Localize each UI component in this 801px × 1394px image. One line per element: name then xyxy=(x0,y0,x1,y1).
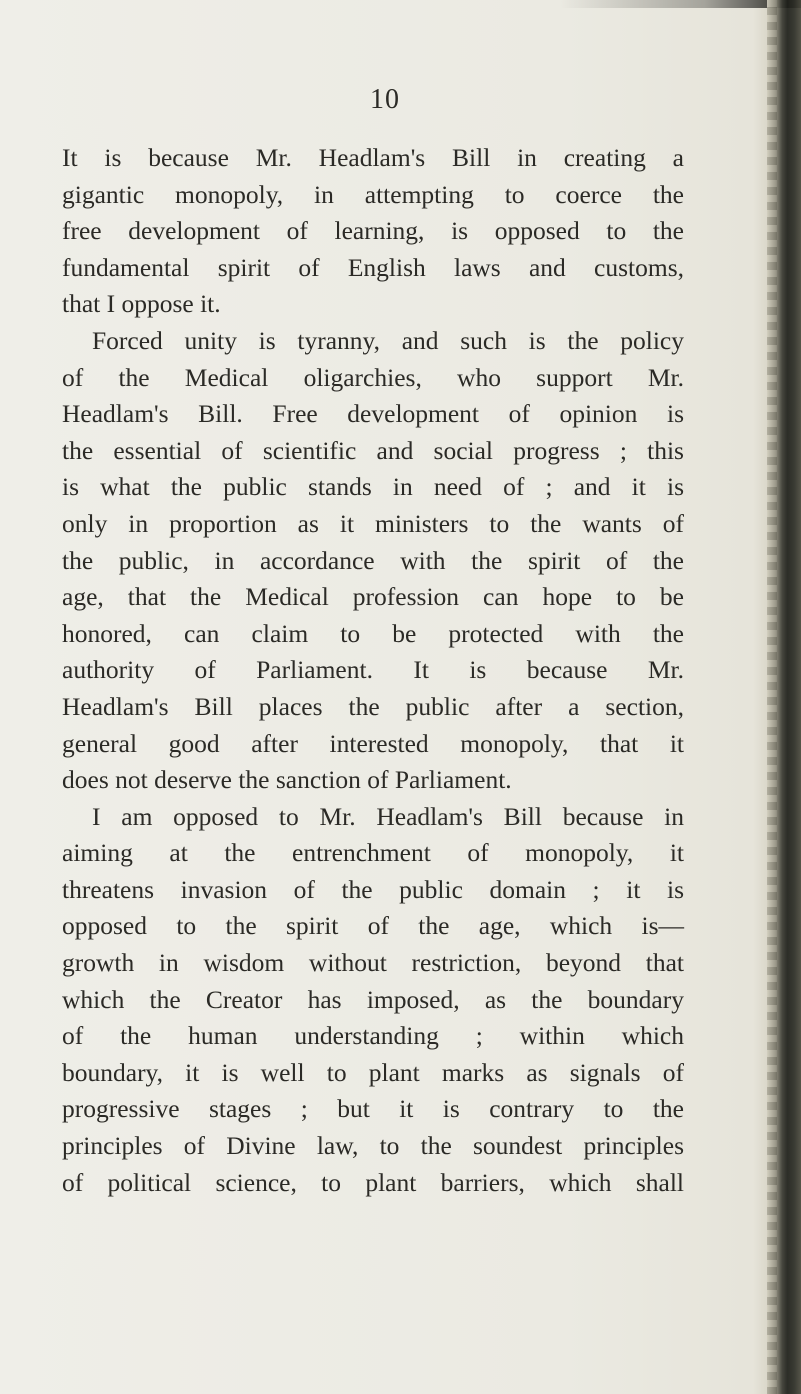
text-line: fundamental spirit of English laws and customs, xyxy=(62,252,684,282)
text-line: that I oppose it. xyxy=(62,289,221,319)
text-line: boundary, it is well to plant marks as signals of xyxy=(62,1057,684,1087)
text-line: I am opposed to Mr. Headlam's Bill because in xyxy=(92,801,684,831)
page-binding-edge xyxy=(767,0,801,1394)
text-line: is what the public stands in need of ; and it is xyxy=(62,472,684,502)
text-line: Headlam's Bill places the public after a section, xyxy=(62,691,684,721)
text-line: principles of Divine law, to the soundest principles xyxy=(62,1131,684,1161)
text-line: Forced unity is tyranny, and such is the policy xyxy=(92,325,684,355)
text-line: which the Creator has imposed, as the boundary xyxy=(62,984,684,1014)
page-number: 10 xyxy=(370,84,400,115)
text-line: the public, in accordance with the spirit of the xyxy=(62,545,684,575)
text-line: gigantic monopoly, in attempting to coerce the xyxy=(62,179,684,209)
text-line: Headlam's Bill. Free development of opinion is xyxy=(62,399,684,429)
text-line: the essential of scientific and social progress ; this xyxy=(62,435,684,465)
text-line: age, that the Medical profession can hope to be xyxy=(62,582,684,612)
text-line: of the Medical oligarchies, who support Mr. xyxy=(62,362,684,392)
text-line: does not deserve the sanction of Parliament. xyxy=(62,765,512,795)
text-line: aiming at the entrenchment of monopoly, it xyxy=(62,838,684,868)
text-line: honored, can claim to be protected with the xyxy=(62,618,684,648)
text-line: of the human understanding ; within which xyxy=(62,1021,684,1051)
text-line: only in proportion as it ministers to the wants of xyxy=(62,508,684,538)
text-line: It is because Mr. Headlam's Bill in creating a xyxy=(62,143,684,172)
text-line: progressive stages ; but it is contrary to the xyxy=(62,1094,684,1124)
text-line: growth in wisdom without restriction, beyond that xyxy=(62,948,684,978)
text-line: authority of Parliament. It is because Mr. xyxy=(62,655,684,685)
text-line: of political science, to plant barriers, which shall xyxy=(62,1167,684,1197)
text-line: general good after interested monopoly, that it xyxy=(62,728,684,758)
text-line: opposed to the spirit of the age, which is— xyxy=(62,911,684,941)
text-line: threatens invasion of the public domain ; it is xyxy=(62,874,684,904)
text-line: free development of learning, is opposed to the xyxy=(62,216,684,246)
body-text xyxy=(62,140,684,1201)
top-edge-shadow xyxy=(560,0,801,8)
